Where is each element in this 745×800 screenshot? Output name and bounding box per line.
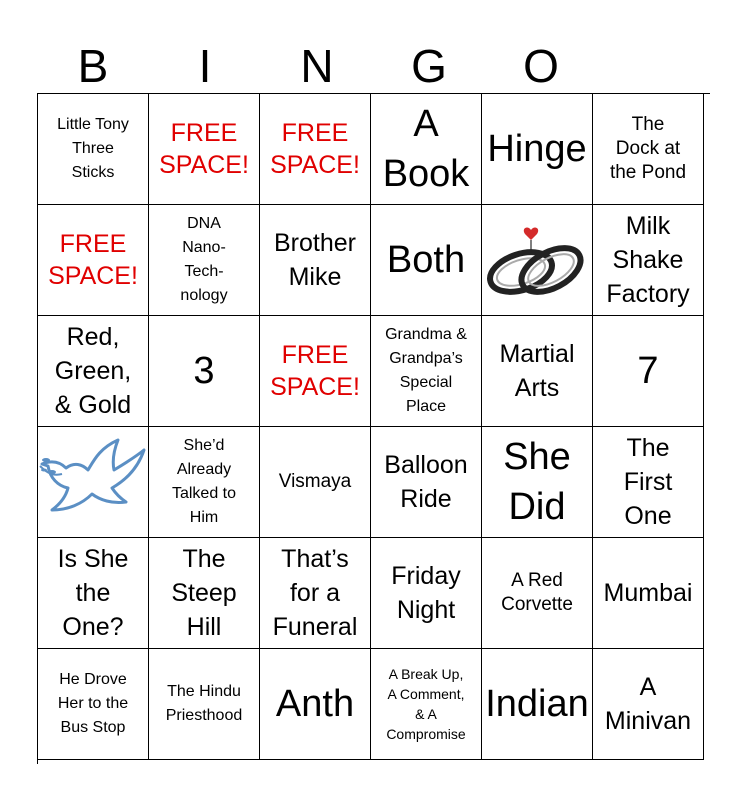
dove-icon bbox=[38, 434, 148, 530]
cell-label: A Book bbox=[382, 103, 470, 195]
cell-label: Mumbai bbox=[603, 579, 693, 607]
bingo-cell[interactable] bbox=[593, 427, 704, 538]
bingo-cell[interactable] bbox=[260, 427, 371, 538]
free-space-label: FREE SPACE! bbox=[48, 230, 138, 290]
header-letter-o: O bbox=[523, 40, 559, 92]
bingo-cell[interactable] bbox=[371, 205, 482, 316]
cell-label: DNA Nano- Tech- nology bbox=[180, 215, 228, 304]
bingo-cell[interactable] bbox=[260, 538, 371, 649]
wedding-rings-icon bbox=[483, 214, 591, 306]
free-space-label: FREE SPACE! bbox=[270, 341, 360, 401]
cell-label: The Hindu Priesthood bbox=[165, 683, 243, 724]
bingo-cell[interactable] bbox=[371, 649, 482, 760]
bingo-cell[interactable] bbox=[260, 649, 371, 760]
bingo-cell[interactable] bbox=[482, 427, 593, 538]
cell-label: She’d Already Talked to Him bbox=[171, 437, 237, 526]
bingo-cell[interactable] bbox=[482, 316, 593, 427]
cell-label: A Break Up, A Comment, & A Compromise bbox=[386, 666, 466, 742]
cell-label: Little Tony Three Sticks bbox=[57, 116, 129, 181]
bingo-cell[interactable] bbox=[593, 316, 704, 427]
bingo-cell[interactable] bbox=[260, 94, 371, 205]
header-letter-b: B bbox=[77, 40, 109, 92]
cell-label: Martial Arts bbox=[499, 340, 575, 402]
bingo-cell[interactable] bbox=[149, 205, 260, 316]
cell-label: Balloon Ride bbox=[384, 451, 468, 513]
cell-label: Brother Mike bbox=[274, 229, 356, 291]
bingo-cell[interactable] bbox=[593, 205, 704, 316]
bingo-cell[interactable] bbox=[38, 316, 149, 427]
cell-label: Friday Night bbox=[391, 562, 461, 624]
header-letter-g: G bbox=[411, 40, 447, 92]
bingo-cell[interactable] bbox=[38, 94, 149, 205]
header-letter-n: N bbox=[300, 40, 334, 92]
bingo-cell[interactable] bbox=[38, 427, 149, 538]
cell-label: The First One bbox=[623, 434, 673, 530]
cell-label: Grandma & Grandpa’s Special Place bbox=[385, 326, 467, 415]
cell-label: 3 bbox=[193, 350, 215, 392]
cell-label: That’s for a Funeral bbox=[272, 545, 358, 641]
cell-label: The Dock at the Pond bbox=[609, 114, 687, 183]
header-letter-blank bbox=[597, 38, 709, 94]
cell-label: The Steep Hill bbox=[171, 545, 237, 641]
bingo-cell[interactable] bbox=[482, 94, 593, 205]
bingo-cell[interactable] bbox=[149, 316, 260, 427]
bingo-cell[interactable] bbox=[371, 316, 482, 427]
header-letter-i: I bbox=[198, 40, 212, 92]
bingo-cell[interactable] bbox=[371, 94, 482, 205]
bingo-cell[interactable] bbox=[149, 94, 260, 205]
bingo-cell[interactable] bbox=[149, 649, 260, 760]
cell-label: Hinge bbox=[487, 128, 587, 170]
bingo-cell[interactable] bbox=[260, 205, 371, 316]
cell-label: Indian bbox=[485, 683, 589, 725]
cell-label: 7 bbox=[637, 350, 659, 392]
bingo-cell[interactable] bbox=[149, 538, 260, 649]
free-space-label: FREE SPACE! bbox=[159, 119, 249, 179]
cell-label: He Drove Her to the Bus Stop bbox=[57, 671, 129, 736]
cell-label: Anth bbox=[275, 683, 355, 725]
cell-label: Vismaya bbox=[278, 471, 352, 492]
bingo-cell[interactable] bbox=[149, 427, 260, 538]
bingo-cell[interactable] bbox=[482, 205, 593, 316]
bingo-cell[interactable] bbox=[593, 649, 704, 760]
bingo-board bbox=[37, 93, 710, 764]
bingo-cell[interactable] bbox=[593, 538, 704, 649]
bingo-cell[interactable] bbox=[38, 205, 149, 316]
cell-label: Red, Green, & Gold bbox=[54, 323, 132, 419]
bingo-cell[interactable] bbox=[371, 538, 482, 649]
bingo-cell[interactable] bbox=[593, 94, 704, 205]
cell-label: Both bbox=[386, 239, 466, 281]
bingo-cell[interactable] bbox=[260, 316, 371, 427]
cell-label: Milk Shake Factory bbox=[606, 212, 690, 308]
bingo-cell[interactable] bbox=[371, 427, 482, 538]
cell-label: A Minivan bbox=[604, 673, 692, 735]
free-space-label: FREE SPACE! bbox=[270, 119, 360, 179]
cell-label: She Did bbox=[503, 436, 571, 528]
bingo-cell[interactable] bbox=[38, 649, 149, 760]
bingo-cell[interactable] bbox=[482, 538, 593, 649]
cell-label: A Red Corvette bbox=[501, 570, 573, 615]
bingo-header bbox=[37, 38, 709, 94]
bingo-cell[interactable] bbox=[482, 649, 593, 760]
bingo-cell[interactable] bbox=[38, 538, 149, 649]
cell-label: Is She the One? bbox=[57, 545, 129, 641]
